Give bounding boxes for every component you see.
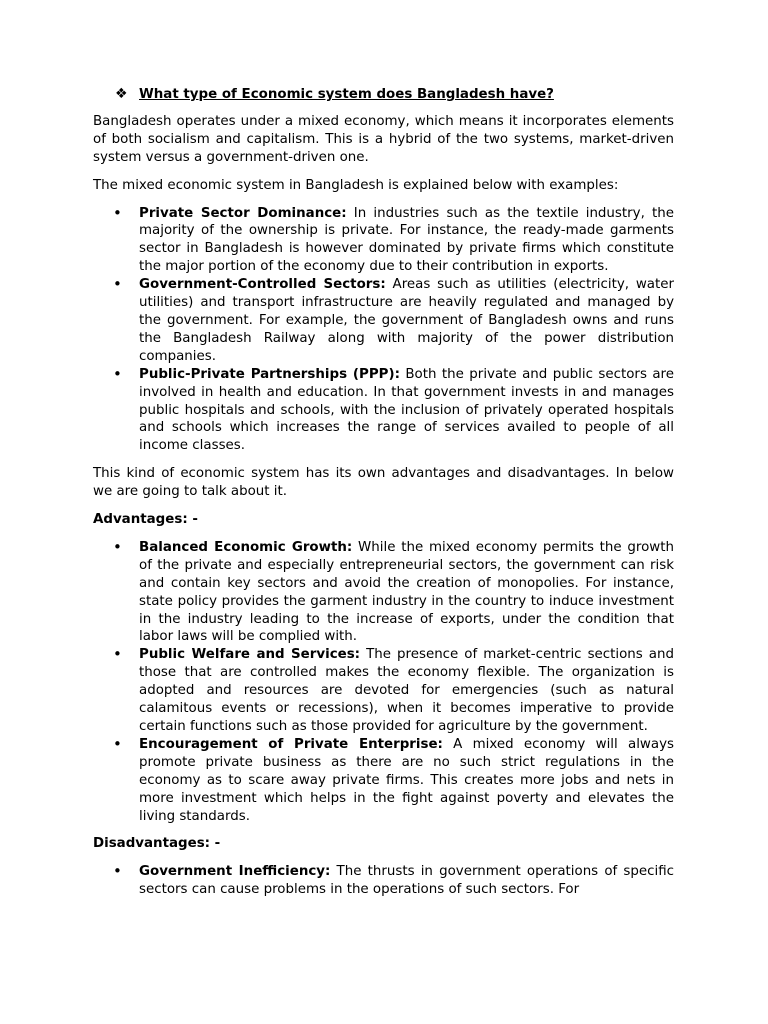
transition-paragraph: This kind of economic system has its own advantages and disadvantages. In below we are going to talk about it. bbox=[93, 466, 674, 500]
bullet-icon: • bbox=[113, 734, 122, 753]
item-text: While the mixed economy permits the growth of the private and especially entrepreneurial sectors, the government can risk and contain key sectors and avoid the creation of monopolies. For instance, state policy provides the garment industry in the country to induce investment in the industry leading to the increase of exports, under the condition that labor laws will be complied with. bbox=[139, 539, 674, 645]
item-text: In industries such as the textile industry, the majority of the ownership is private. For instance, the ready-made garments sector in Bangladesh is however dominated by private firms which constitute the major portion of the economy due to their contribution in exports. bbox=[139, 205, 674, 275]
item-term: Private Sector Dominance: bbox=[139, 205, 347, 221]
examples-list bbox=[93, 205, 674, 456]
document-page bbox=[93, 86, 674, 909]
bullet-icon: • bbox=[113, 364, 122, 383]
item-text: Both the private and public sectors are involved in health and education. In that government invests in and manages public hospitals and schools, with the inclusion of privately operated hospitals and schools which increases the range of services availed to people of all income classes. bbox=[139, 366, 674, 454]
item-text: The thrusts in government operations of specific sectors can cause problems in the operations of such sectors. For bbox=[139, 864, 674, 898]
disadvantages-title: Disadvantages: - bbox=[93, 836, 221, 852]
item-text: Areas such as utilities (electricity, water utilities) and transport infrastructure are heavily regulated and managed by the government. For example, the government of Bangladesh owns and runs the Bangladesh Railway along with majority of the power distribution companies. bbox=[139, 277, 674, 364]
item-term: Encouragement of Private Enterprise: bbox=[139, 736, 443, 752]
list-item bbox=[93, 205, 674, 277]
item-term: Public-Private Partnerships (PPP): bbox=[139, 366, 400, 382]
advantages-list bbox=[93, 539, 674, 826]
bullet-icon: • bbox=[113, 275, 122, 294]
list-item bbox=[93, 863, 674, 899]
advantages-title: Advantages: - bbox=[93, 512, 198, 528]
item-term: Balanced Economic Growth: bbox=[139, 539, 353, 555]
bullet-icon: • bbox=[113, 862, 122, 881]
list-item bbox=[93, 539, 674, 646]
list-item bbox=[93, 736, 674, 826]
examples-intro-paragraph: The mixed economic system in Bangladesh is explained below with examples: bbox=[93, 177, 619, 193]
list-item bbox=[93, 366, 674, 456]
bullet-icon: • bbox=[113, 645, 122, 664]
intro-paragraph: Bangladesh operates under a mixed economy, which means it incorporates elements of both socialism and capitalism. This is a hybrid of the two systems, market-driven system versus a government-driven one. bbox=[93, 113, 674, 165]
item-text: The presence of market-centric sections and those that are controlled makes the economy flexible. The organization is adopted and resources are devoted for emergencies (such as natural calamitous events or recessions), when it becomes imperative to provide certain functions such as those provided for agriculture by the government. bbox=[139, 647, 675, 734]
bullet-icon: • bbox=[113, 203, 122, 222]
item-term: Government-Controlled Sectors: bbox=[139, 277, 386, 293]
item-term: Public Welfare and Services: bbox=[139, 647, 361, 663]
item-text: A mixed economy will always promote private business as there are no such strict regulations in the economy as to scare away private firms. This creates more jobs and nets in more investment which helps in the fight against poverty and elevates the living standards. bbox=[139, 736, 674, 824]
bullet-icon: • bbox=[113, 537, 122, 556]
list-item bbox=[93, 276, 674, 366]
disadvantages-list bbox=[93, 863, 674, 899]
item-term: Government Inefficiency: bbox=[139, 864, 331, 880]
question-heading bbox=[93, 86, 674, 104]
list-item bbox=[93, 646, 674, 736]
heading-text: What type of Economic system does Bangladesh have? bbox=[139, 87, 554, 102]
diamond-bullet-icon: ❖ bbox=[115, 86, 128, 102]
